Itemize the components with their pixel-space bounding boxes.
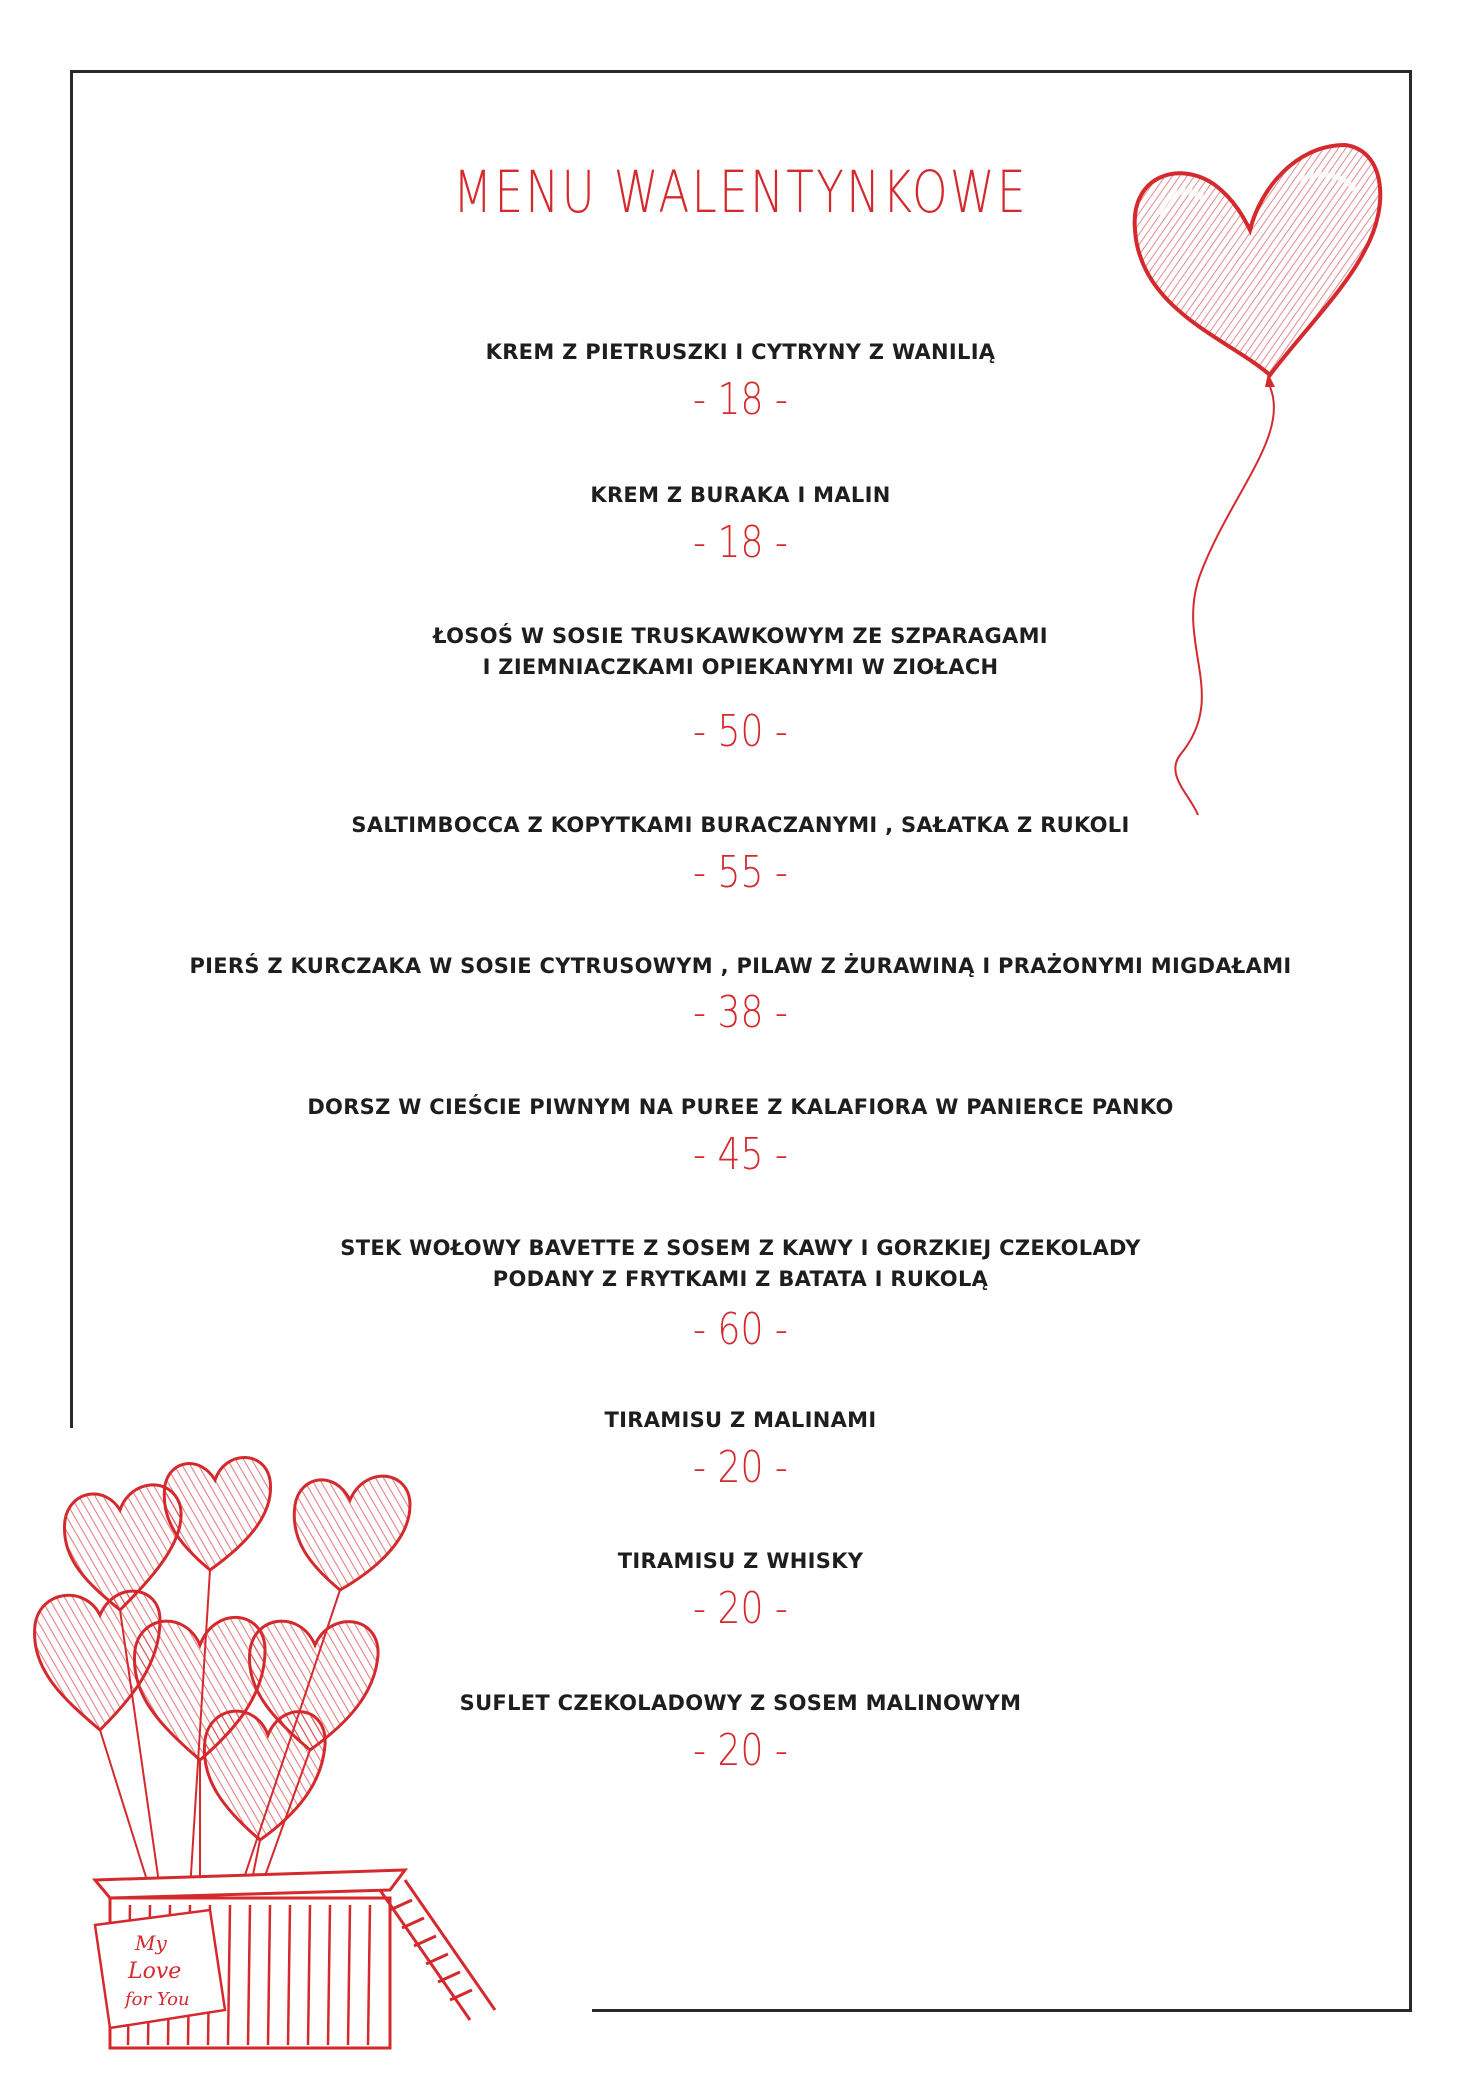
menu-item-3-price: - 50 - [693, 706, 788, 757]
menu-item-9-price: - 20 - [693, 1583, 788, 1634]
menu-item-2-name: KREM Z BURAKA I MALIN [590, 483, 891, 507]
tag-line-1: My [135, 1931, 167, 1955]
menu-item-8-price: - 20 - [693, 1442, 788, 1493]
menu-item-7-price: - 60 - [693, 1304, 788, 1355]
menu-item-10-price: - 20 - [693, 1725, 788, 1776]
menu-item-5-name: PIERŚ Z KURCZAKA W SOSIE CYTRUSOWYM , PILAW Z ŻURAWINĄ I PRAŻONYMI MIGDAŁAMI [189, 954, 1292, 978]
menu-item-8-name: TIRAMISU Z MALINAMI [604, 1408, 877, 1432]
menu-item-5-price: - 38 - [693, 987, 788, 1038]
menu-item-7-name-line-2: PODANY Z FRYTKAMI Z BATATA I RUKOLĄ [492, 1267, 989, 1291]
menu-item-7-name-line-1: STEK WOŁOWY BAVETTE Z SOSEM Z KAWY I GORZKIEJ CZEKOLADY [340, 1236, 1141, 1260]
menu-item-1-name: KREM Z PIETRUSZKI I CYTRYNY Z WANILIĄ [485, 340, 996, 364]
menu-item-10-name: SUFLET CZEKOLADOWY Z SOSEM MALINOWYM [459, 1691, 1022, 1715]
menu-title: MENU WALENTYNKOWE [453, 158, 1028, 226]
menu-item-6-price: - 45 - [693, 1129, 788, 1180]
menu-item-1-price: - 18 - [693, 374, 788, 425]
menu-item-3-name-line-1: ŁOSOŚ W SOSIE TRUSKAWKOWYM ZE SZPARAGAMI [433, 624, 1048, 648]
menu-item-4-name: SALTIMBOCCA Z KOPYTKAMI BURACZANYMI , SAŁATKA Z RUKOLI [351, 813, 1130, 837]
menu-item-9-name: TIRAMISU Z WHISKY [617, 1549, 864, 1573]
tag-line-3: for You [125, 1989, 190, 2010]
menu-item-3-name-line-2: I ZIEMNIACZKAMI OPIEKANYMI W ZIOŁACH [482, 655, 999, 679]
gift-box-lid-ladder [380, 1880, 495, 2020]
menu-item-4-price: - 55 - [693, 847, 788, 898]
love-tag [95, 1910, 225, 2028]
tag-line-2: Love [128, 1959, 182, 1984]
menu-item-2-price: - 18 - [693, 517, 788, 568]
menu-item-6-name: DORSZ W CIEŚCIE PIWNYM NA PUREE Z KALAFIORA W PANIERCE PANKO [307, 1095, 1174, 1119]
